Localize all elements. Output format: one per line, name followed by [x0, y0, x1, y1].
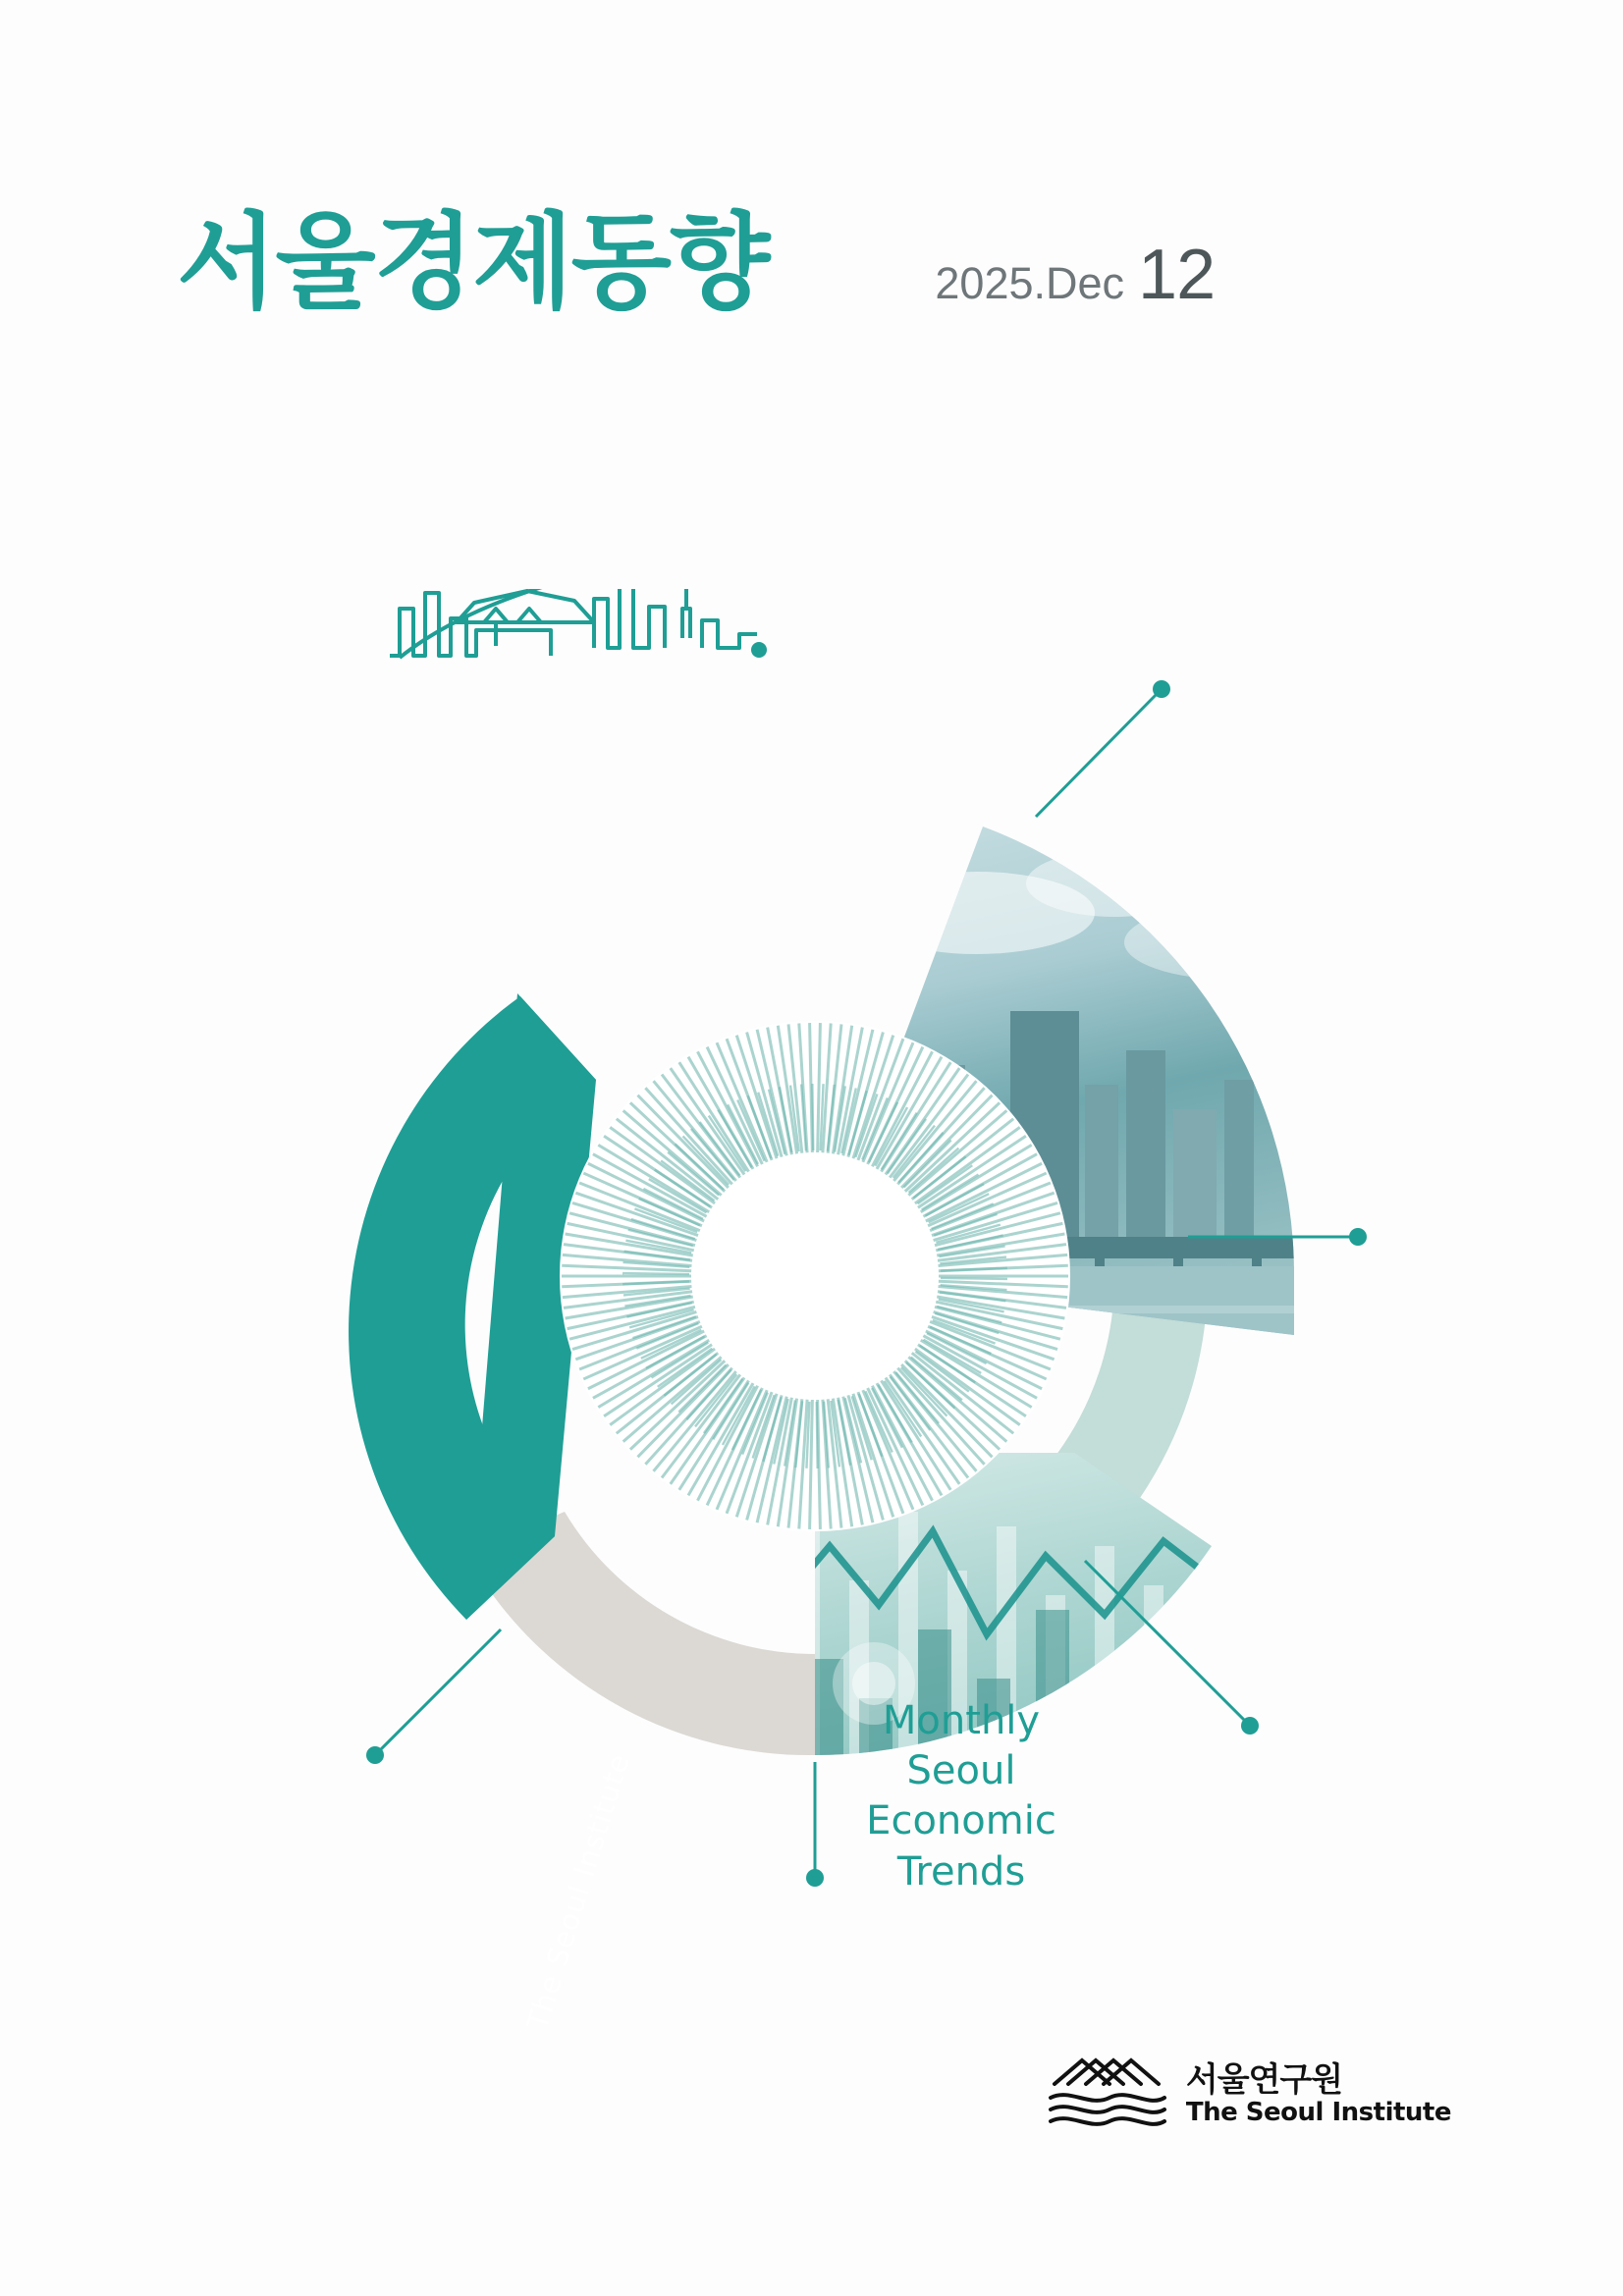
institute-name-ko: 서울연구원 [1185, 2060, 1343, 2101]
seoul-institute-wave-logo [1043, 2051, 1170, 2139]
ring-institute-label: The Seoul Institute [520, 1749, 637, 2034]
seoul-skyline-outline [390, 589, 757, 658]
page-title: 서울경제동향 [177, 202, 769, 323]
issue-month-number: 12 [1138, 236, 1216, 314]
skyline-dot-right [751, 642, 767, 658]
center-title-line-1: Monthly [882, 1698, 1041, 1743]
center-title-line-2: Seoul [906, 1748, 1016, 1794]
cover-header [177, 202, 1453, 323]
issue-date: 2025.Dec [935, 258, 1125, 308]
center-title [814, 1696, 1109, 1897]
footer-logo [1043, 2051, 1451, 2139]
center-title-line-3: Economic [866, 1798, 1056, 1844]
cover-graphic [172, 589, 1458, 2034]
institute-name-en: The Seoul Institute [1185, 2098, 1451, 2128]
radial-stripe-disc [560, 1021, 1070, 1531]
issue-date-group [935, 235, 1215, 315]
center-title-line-4: Trends [896, 1848, 1026, 1895]
